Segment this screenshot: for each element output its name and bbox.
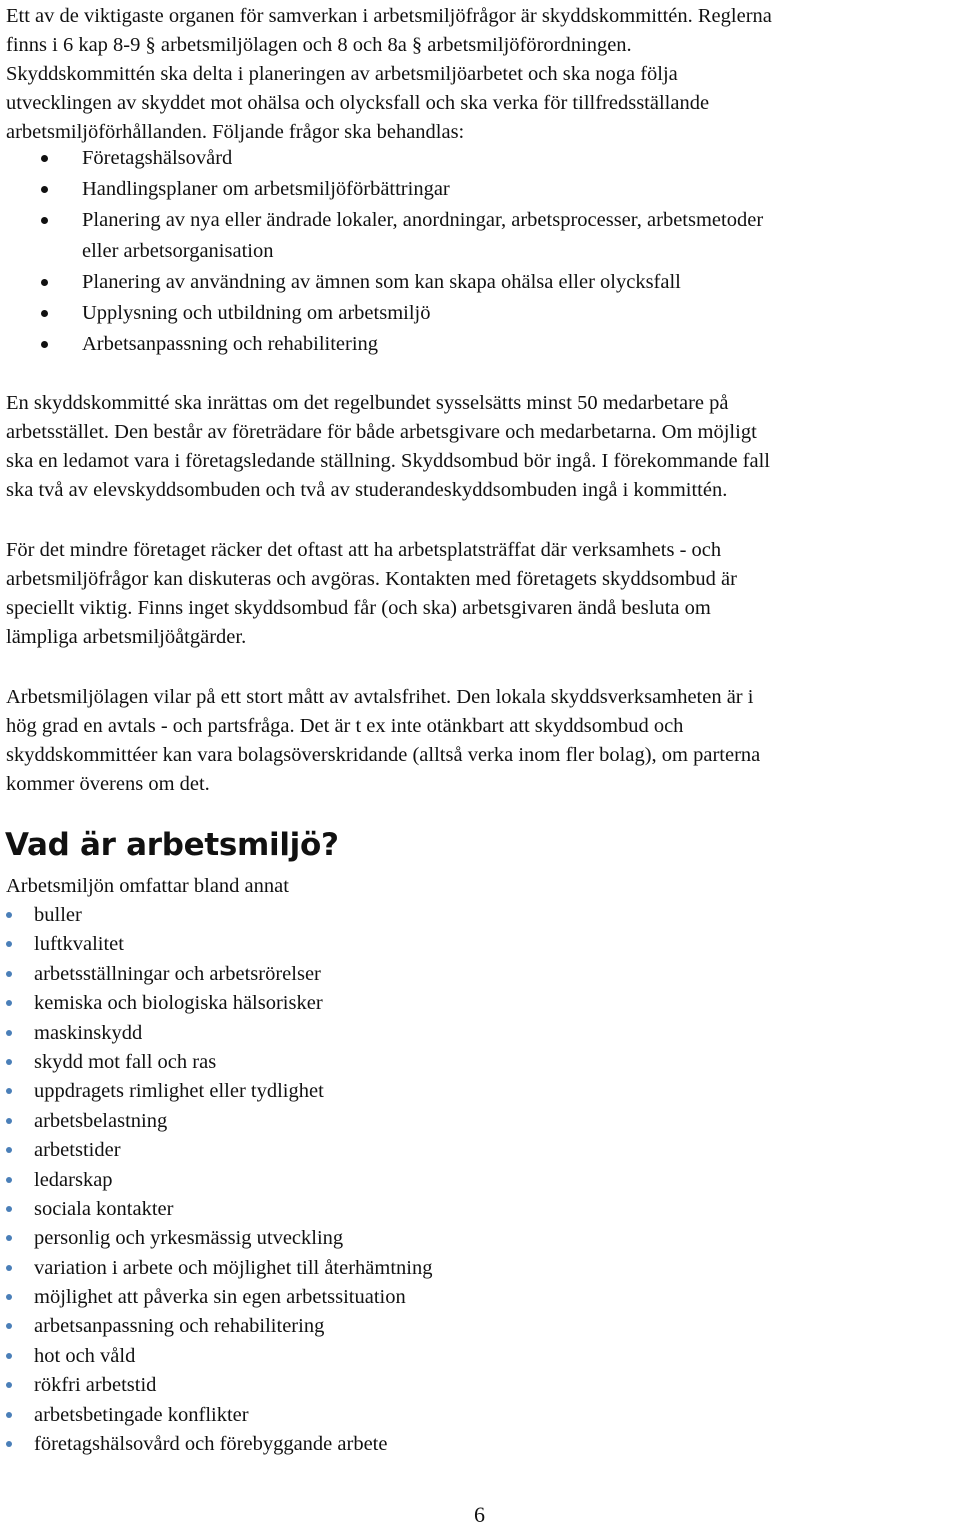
list-item (0, 1283, 433, 1312)
list-item-text: Handlingsplaner om arbetsmiljöförbättringar (82, 178, 450, 200)
work-environment-list (0, 901, 433, 1459)
list-item (0, 1077, 433, 1106)
text-line: kommer överens om det. (6, 773, 210, 795)
bullet-icon (6, 1177, 12, 1183)
topics-list (0, 143, 763, 360)
list-item (0, 174, 763, 205)
text-line: Skyddskommittén ska delta i planeringen av arbetsmiljöarbetet och ska noga följa (6, 63, 678, 85)
bullet-icon (6, 941, 12, 947)
list-item (0, 1224, 433, 1253)
list-item-text: Arbetsanpassning och rehabilitering (82, 333, 379, 355)
list-item (0, 1312, 433, 1341)
list-item-text: kemiska och biologiska hälsorisker (34, 992, 323, 1015)
list-item (0, 1107, 433, 1136)
bullet-icon (41, 186, 48, 193)
list-item-text: maskinskydd (34, 1021, 143, 1044)
page-number: 6 (474, 1502, 485, 1527)
bullet-icon (41, 341, 48, 348)
list-item-text: Upplysning och utbildning om arbetsmiljö (82, 302, 431, 324)
paragraph-avtalsfrihet (6, 683, 760, 799)
list-item-text: sociala kontakter (34, 1197, 174, 1220)
list-item-text: hot och våld (34, 1344, 136, 1367)
bullet-icon (6, 1441, 12, 1447)
list-item (0, 1195, 433, 1224)
text-line: speciellt viktig. Finns inget skyddsombud får (och ska) arbetsgivaren ändå besluta om (6, 597, 711, 619)
list-item (0, 267, 763, 298)
text-line: arbetsstället. Den består av företrädare för både arbetsgivare och medarbetarna. Om möjligt (6, 421, 757, 443)
list-item-text: luftkvalitet (34, 933, 124, 956)
bullet-icon (6, 1353, 12, 1359)
list-item-text: uppdragets rimlighet eller tydlighet (34, 1080, 324, 1103)
list-item (0, 329, 763, 360)
bullet-icon (6, 1206, 12, 1212)
list-item (0, 989, 433, 1018)
text-line: För det mindre företaget räcker det oftast att ha arbetsplatsträffat där verksamhets - och (6, 539, 722, 561)
list-item (0, 1166, 433, 1195)
paragraph-mindre-foretag (6, 536, 737, 652)
list-item (0, 205, 763, 267)
bullet-icon (41, 155, 48, 162)
text-line: arbetsmiljöförhållanden. Följande frågor ska behandlas: (6, 121, 465, 143)
list-item (0, 1371, 433, 1400)
list-item-text: skydd mot fall och ras (34, 1050, 217, 1073)
list-item (0, 298, 763, 329)
bullet-icon (6, 1147, 12, 1153)
bullet-icon (6, 1265, 12, 1271)
list-item (0, 930, 433, 959)
text-line: arbetsmiljöfrågor kan diskuteras och avgöras. Kontakten med företagets skyddsombud är (6, 568, 737, 590)
text-line: hög grad en avtals - och partsfråga. Det är t ex inte otänkbart att skyddsombud och (6, 715, 684, 737)
bullet-icon (6, 971, 12, 977)
bullet-icon (6, 1382, 12, 1388)
bullet-icon (6, 1000, 12, 1006)
bullet-icon (6, 1235, 12, 1241)
list-item (0, 1430, 433, 1459)
list-item-text: arbetsanpassning och rehabilitering (34, 1315, 325, 1338)
bullet-icon (41, 217, 48, 224)
list-item-text: Planering av nya eller ändrade lokaler, anordningar, arbetsprocesser, arbetsmetoder (82, 209, 764, 231)
list-item-text: arbetsbetingade konflikter (34, 1403, 249, 1426)
list-item (0, 143, 763, 174)
list-item-text: möjlighet att påverka sin egen arbetssituation (34, 1286, 406, 1309)
paragraph-inrattande (6, 389, 770, 505)
list-item-text: arbetsbelastning (34, 1109, 168, 1132)
list-item (0, 1342, 433, 1371)
list-item-text: arbetsställningar och arbetsrörelser (34, 962, 321, 985)
list-item (0, 901, 433, 930)
section-heading: Vad är arbetsmiljö? (5, 827, 339, 863)
list-item-text: företagshälsovård och förebyggande arbete (34, 1433, 388, 1456)
list-item-text: eller arbetsorganisation (82, 240, 274, 262)
list-item-text: Företagshälsovård (82, 147, 233, 169)
bullet-icon (41, 279, 48, 286)
bullet-icon (6, 1323, 12, 1329)
text-line: En skyddskommitté ska inrättas om det regelbundet sysselsätts minst 50 medarbetare på (6, 392, 729, 414)
list-item-text: arbetstider (34, 1139, 121, 1162)
section-intro: Arbetsmiljön omfattar bland annat (6, 875, 289, 897)
list-item (0, 960, 433, 989)
list-item-text: personlig och yrkesmässig utveckling (34, 1227, 344, 1250)
list-item (0, 1019, 433, 1048)
bullet-icon (6, 1088, 12, 1094)
bullet-icon (6, 1118, 12, 1124)
list-item-text: ledarskap (34, 1168, 113, 1191)
text-line: lämpliga arbetsmiljöåtgärder. (6, 626, 247, 648)
text-line: skyddskommittéer kan vara bolagsöverskridande (alltså verka inom fler bolag), om parterna (6, 744, 761, 766)
bullet-icon (41, 310, 48, 317)
bullet-icon (6, 1030, 12, 1036)
bullet-icon (6, 1412, 12, 1418)
list-item-text: buller (34, 904, 82, 926)
list-item (0, 1401, 433, 1430)
list-item (0, 1048, 433, 1077)
list-item (0, 1254, 433, 1283)
bullet-icon (6, 1059, 12, 1065)
text-line: utvecklingen av skyddet mot ohälsa och olycksfall och ska verka för tillfredsställande (6, 92, 710, 114)
text-line: Arbetsmiljölagen vilar på ett stort mått av avtalsfrihet. Den lokala skyddsverksamheten är i (6, 686, 754, 708)
list-item-text: rökfri arbetstid (34, 1374, 157, 1397)
text-line: ska en ledamot vara i företagsledande ställning. Skyddsombud bör ingå. I förekommande fall (6, 450, 770, 472)
list-item-text: Planering av användning av ämnen som kan skapa ohälsa eller olycksfall (82, 271, 681, 293)
bullet-icon (6, 912, 12, 918)
text-line: Ett av de viktigaste organen för samverkan i arbetsmiljöfrågor är skyddskommittén. Reglerna (6, 5, 772, 27)
text-line: ska två av elevskyddsombuden och två av studerandeskyddsombuden ingå i kommittén. (6, 479, 728, 501)
list-item (0, 1136, 433, 1165)
bullet-icon (6, 1294, 12, 1300)
list-item-text: variation i arbete och möjlighet till återhämtning (34, 1256, 433, 1279)
paragraph-skyddskommitten (6, 2, 772, 147)
text-line: finns i 6 kap 8-9 § arbetsmiljölagen och 8 och 8a § arbetsmiljöförordningen. (6, 34, 632, 56)
